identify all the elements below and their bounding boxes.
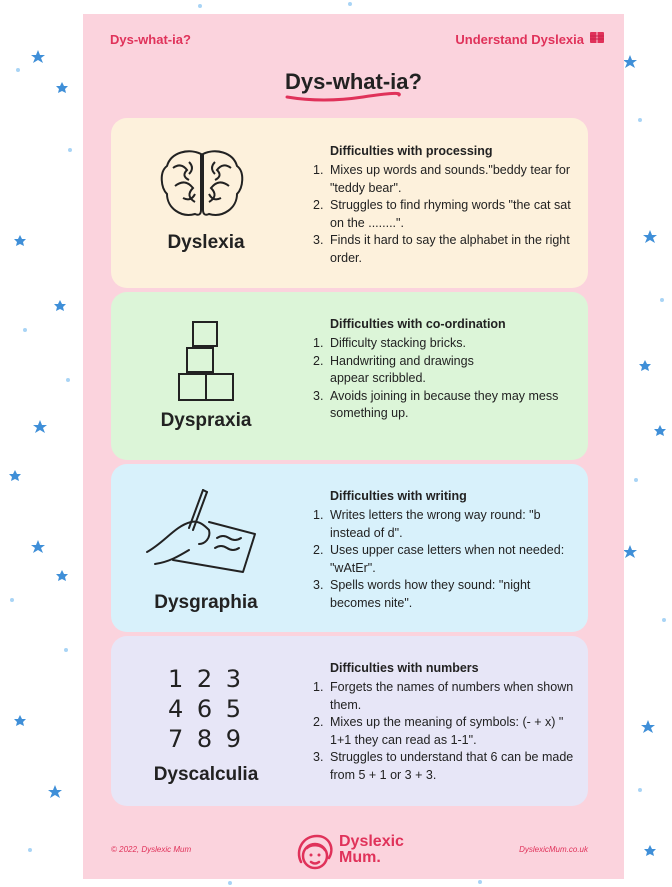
card-dysgraphia: [111, 464, 588, 632]
footer-website: DyslexicMum.co.uk: [519, 845, 588, 854]
card-dyscalculia: [111, 636, 588, 806]
card-list-dyscalculia: [313, 679, 578, 784]
list-item: 2. Handwriting and drawings appear scribbled.: [313, 353, 474, 385]
list-item: 3. Avoids joining in because they may mess something up.: [313, 388, 559, 420]
list-item: 2. Mixes up the meaning of symbols: (- + x) " 1+1 they can read as 1-1".: [313, 715, 564, 747]
list-item: 1. Forgets the names of numbers when shown them.: [313, 680, 574, 712]
card-heading-dyspraxia: Difficulties with co-ordination: [330, 317, 506, 331]
dyslexic-mum-logo: [295, 832, 435, 874]
list-item: 2. Struggles to find rhyming words "the cat sat on the ........".: [313, 198, 571, 230]
digits-row: 1 2 3: [167, 665, 245, 693]
list-item: 3. Spells words how they sound: "night becomes nite".: [313, 578, 531, 610]
list-item: 2. Uses upper case letters when not needed: "wAtEr".: [313, 543, 565, 575]
digits-row: 7 8 9: [167, 725, 245, 753]
card-heading-dysgraphia: Difficulties with writing: [330, 489, 467, 503]
card-name-dyspraxia: Dyspraxia: [160, 410, 252, 431]
numbers-icon: [161, 664, 251, 754]
header-right-label: Understand Dyslexia: [455, 32, 584, 47]
card-heading-dyscalculia: Difficulties with numbers: [330, 661, 479, 675]
logo-line-2: Mum.: [339, 849, 381, 866]
page-title: Dys-what-ia?: [285, 69, 422, 94]
list-item: 3. Finds it hard to say the alphabet in the right order.: [313, 233, 570, 265]
card-list-dysgraphia: [313, 507, 578, 612]
card-dyspraxia: [111, 292, 588, 460]
card-name-dyslexia: Dyslexia: [167, 232, 245, 253]
brain-icon: [159, 148, 245, 222]
card-heading-dyslexia: Difficulties with processing: [330, 144, 493, 158]
list-item: 1. Writes letters the wrong way round: "b instead of d".: [313, 508, 541, 540]
card-list-dyslexia: [313, 162, 578, 267]
header-left-label: Dys-what-ia?: [110, 32, 191, 47]
footer-copyright: © 2022, Dyslexic Mum: [111, 845, 192, 854]
face-logo-icon: [295, 832, 335, 872]
digits-row: 4 6 5: [167, 695, 245, 723]
poster: [83, 14, 624, 879]
list-item: 3. Struggles to understand that 6 can be made from 5 + 1 or 3 + 3.: [313, 750, 574, 782]
logo-line-1: Dyslexic: [339, 833, 404, 850]
hand-writing-icon: [145, 482, 265, 574]
card-dyslexia: [111, 118, 588, 288]
list-item: 1. Mixes up words and sounds."beddy tear for "teddy bear".: [313, 163, 570, 195]
list-item: 1. Difficulty stacking bricks.: [313, 336, 466, 350]
card-name-dyscalculia: Dyscalculia: [153, 764, 259, 785]
card-list-dyspraxia: [313, 335, 578, 423]
stacked-blocks-icon: [177, 318, 237, 402]
title-underline: [283, 91, 403, 103]
book-icon: [588, 28, 606, 46]
card-name-dysgraphia: Dysgraphia: [154, 592, 258, 613]
